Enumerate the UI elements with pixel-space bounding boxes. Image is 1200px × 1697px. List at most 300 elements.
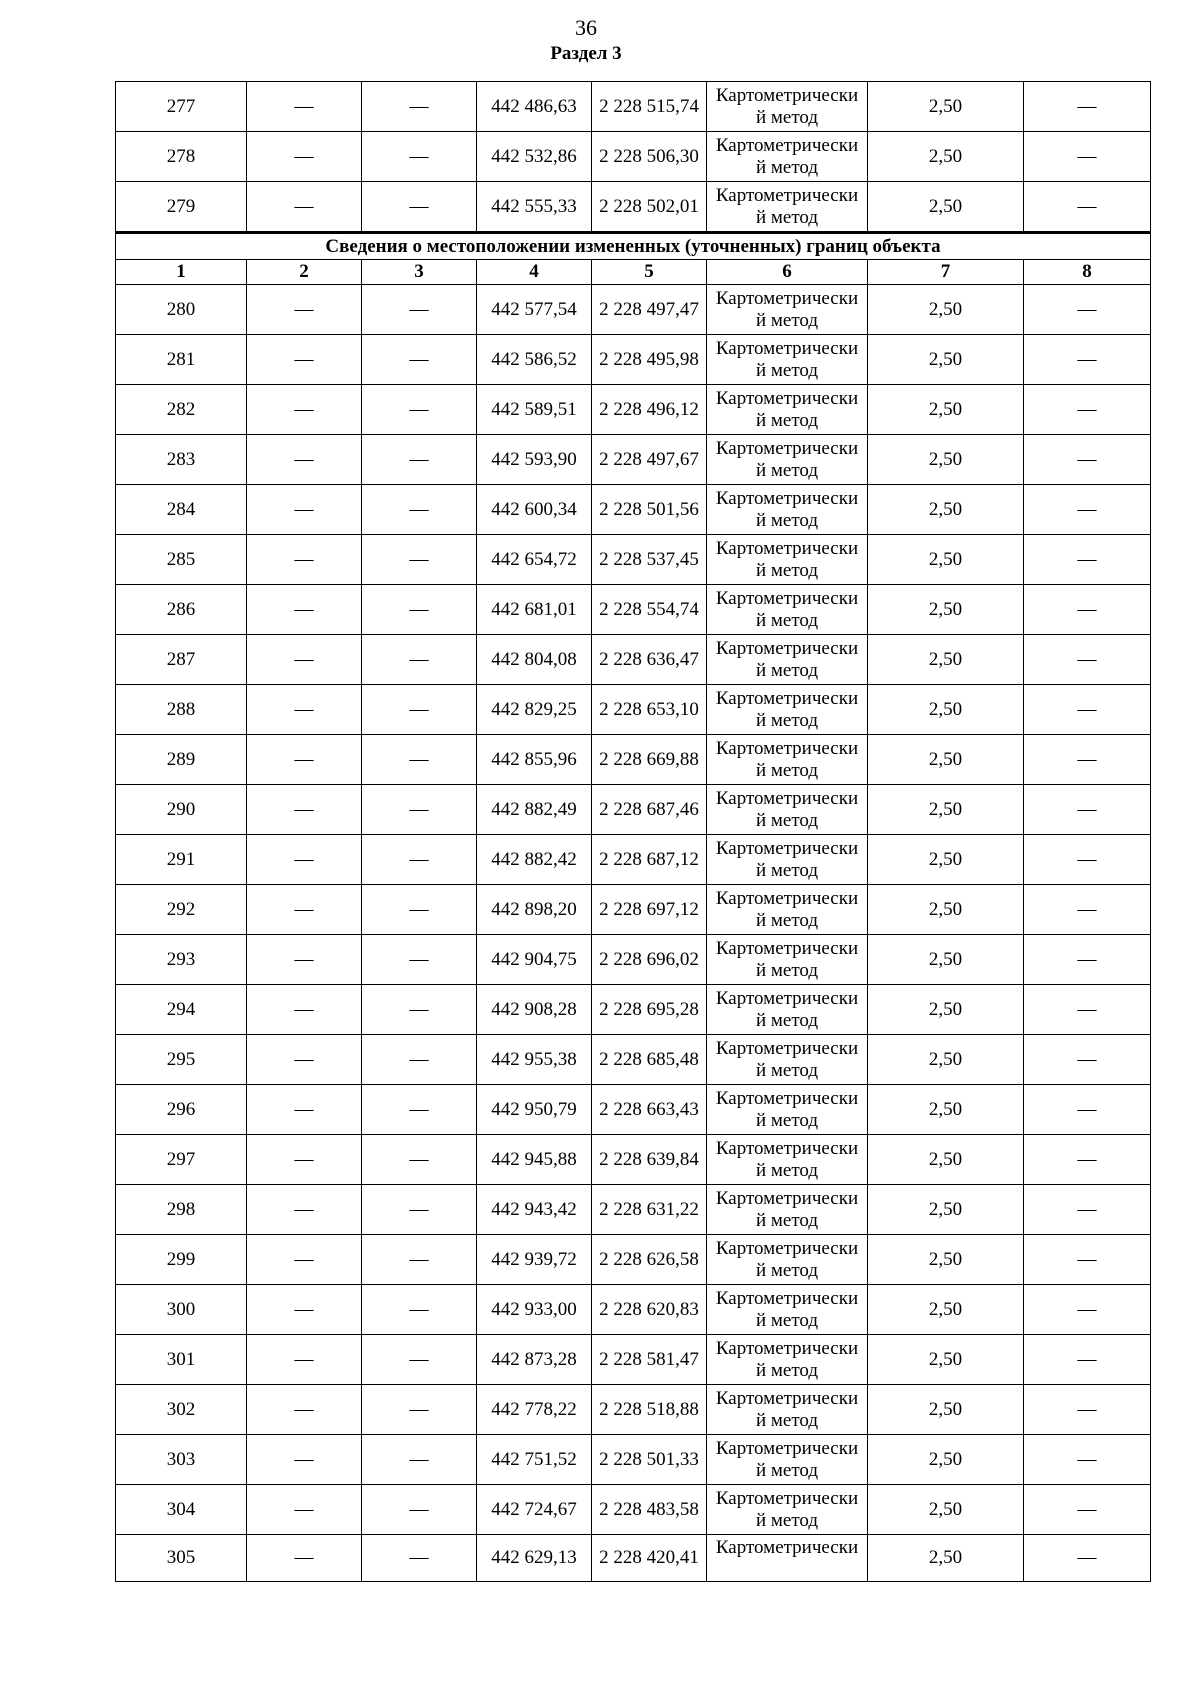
coord-x: 442 855,96: [477, 735, 592, 785]
point-number: 304: [116, 1485, 247, 1535]
coord-x: 442 778,22: [477, 1385, 592, 1435]
empty-dash: —: [247, 535, 362, 585]
method-line: й метод: [755, 709, 819, 731]
empty-dash: —: [247, 935, 362, 985]
accuracy: 2,50: [868, 485, 1024, 535]
table-row: [116, 1535, 1151, 1582]
method-line: й метод: [755, 909, 819, 931]
empty-dash: —: [1024, 635, 1151, 685]
point-number: 278: [116, 132, 247, 182]
method-line: й метод: [755, 1109, 819, 1131]
coord-y: 2 228 581,47: [592, 1335, 707, 1385]
empty-dash: —: [1024, 785, 1151, 835]
empty-dash: —: [247, 1235, 362, 1285]
coord-y: 2 228 669,88: [592, 735, 707, 785]
method-line: Картометрически: [715, 1187, 859, 1209]
coord-x: 442 939,72: [477, 1235, 592, 1285]
empty-dash: —: [247, 1535, 362, 1582]
accuracy: 2,50: [868, 1085, 1024, 1135]
table-row: [116, 1035, 1151, 1085]
empty-dash: —: [1024, 1435, 1151, 1485]
coord-y: 2 228 697,12: [592, 885, 707, 935]
column-number: 8: [1024, 260, 1151, 285]
method-line: Картометрически: [715, 1337, 859, 1359]
method: [707, 132, 868, 182]
empty-dash: —: [362, 182, 477, 233]
empty-dash: —: [1024, 182, 1151, 233]
coord-y: 2 228 496,12: [592, 385, 707, 435]
method-line: й метод: [755, 559, 819, 581]
method-line: Картометрически: [715, 287, 859, 309]
table-last-block: [116, 1535, 1151, 1582]
empty-dash: —: [1024, 385, 1151, 435]
method-line: й метод: [755, 206, 819, 228]
table-row: [116, 535, 1151, 585]
coord-y: 2 228 518,88: [592, 1385, 707, 1435]
coord-x: 442 751,52: [477, 1435, 592, 1485]
accuracy: 2,50: [868, 132, 1024, 182]
table-row: [116, 435, 1151, 485]
empty-dash: —: [247, 132, 362, 182]
table-row: [116, 1135, 1151, 1185]
empty-dash: —: [362, 1535, 477, 1582]
coord-y: 2 228 620,83: [592, 1285, 707, 1335]
method-line: Картометрически: [715, 1037, 859, 1059]
method: [707, 1385, 868, 1435]
table-body-after: [116, 285, 1151, 1535]
coord-y: 2 228 554,74: [592, 585, 707, 635]
empty-dash: —: [1024, 685, 1151, 735]
method-line: й метод: [755, 459, 819, 481]
empty-dash: —: [362, 82, 477, 132]
coord-x: 442 654,72: [477, 535, 592, 585]
empty-dash: —: [247, 1335, 362, 1385]
table-row: [116, 585, 1151, 635]
method-line: й метод: [755, 1059, 819, 1081]
empty-dash: —: [1024, 485, 1151, 535]
coord-y: 2 228 495,98: [592, 335, 707, 385]
empty-dash: —: [247, 1285, 362, 1335]
empty-dash: —: [247, 182, 362, 233]
empty-dash: —: [1024, 285, 1151, 335]
method-line: й метод: [755, 1459, 819, 1481]
table-row: [116, 985, 1151, 1035]
coord-x: 442 829,25: [477, 685, 592, 735]
method-line: Картометрически: [715, 1387, 859, 1409]
empty-dash: —: [247, 635, 362, 685]
method-line: й метод: [755, 659, 819, 681]
empty-dash: —: [362, 935, 477, 985]
table-row: [116, 285, 1151, 335]
empty-dash: —: [1024, 885, 1151, 935]
coord-y: 2 228 501,33: [592, 1435, 707, 1485]
table-row: [116, 1335, 1151, 1385]
coord-y: 2 228 537,45: [592, 535, 707, 585]
empty-dash: —: [1024, 82, 1151, 132]
coord-x: 442 577,54: [477, 285, 592, 335]
method-line: Картометрически: [715, 587, 859, 609]
coord-x: 442 933,00: [477, 1285, 592, 1335]
accuracy: 2,50: [868, 285, 1024, 335]
method: [707, 935, 868, 985]
method: [707, 885, 868, 935]
point-number: 290: [116, 785, 247, 835]
point-number: 281: [116, 335, 247, 385]
method-line: й метод: [755, 1359, 819, 1381]
empty-dash: —: [247, 735, 362, 785]
accuracy: 2,50: [868, 685, 1024, 735]
table-row: [116, 785, 1151, 835]
empty-dash: —: [247, 585, 362, 635]
heading-row: [116, 233, 1151, 260]
method: [707, 735, 868, 785]
method: [707, 182, 868, 233]
method-line: й метод: [755, 959, 819, 981]
coord-x: 442 589,51: [477, 385, 592, 435]
empty-dash: —: [1024, 1185, 1151, 1235]
table-body-before: [116, 82, 1151, 233]
method-line: й метод: [755, 809, 819, 831]
empty-dash: —: [1024, 535, 1151, 585]
method: [707, 385, 868, 435]
coord-x: 442 681,01: [477, 585, 592, 635]
point-number: 287: [116, 635, 247, 685]
coord-x: 442 882,49: [477, 785, 592, 835]
empty-dash: —: [1024, 1335, 1151, 1385]
method: [707, 535, 868, 585]
method-line: Картометрически: [715, 837, 859, 859]
accuracy: 2,50: [868, 835, 1024, 885]
point-number: 295: [116, 1035, 247, 1085]
column-number: 5: [592, 260, 707, 285]
empty-dash: —: [362, 385, 477, 435]
method-line: й метод: [755, 1409, 819, 1431]
page-number: 36: [575, 15, 597, 40]
coord-y: 2 228 497,47: [592, 285, 707, 335]
method-line: й метод: [755, 1309, 819, 1331]
empty-dash: —: [1024, 335, 1151, 385]
method-line: й метод: [755, 1209, 819, 1231]
table-row: [116, 735, 1151, 785]
empty-dash: —: [362, 635, 477, 685]
point-number: 302: [116, 1385, 247, 1435]
point-number: 294: [116, 985, 247, 1035]
method: [707, 585, 868, 635]
coord-y: 2 228 506,30: [592, 132, 707, 182]
method-line: Картометрически: [715, 1437, 859, 1459]
empty-dash: —: [362, 285, 477, 335]
point-number: 283: [116, 435, 247, 485]
coord-y: 2 228 636,47: [592, 635, 707, 685]
table-row: [116, 635, 1151, 685]
coord-y: 2 228 687,46: [592, 785, 707, 835]
point-number: 296: [116, 1085, 247, 1135]
empty-dash: —: [247, 1435, 362, 1485]
empty-dash: —: [247, 685, 362, 735]
coord-y: 2 228 687,12: [592, 835, 707, 885]
empty-dash: —: [362, 1335, 477, 1385]
method-line: Картометрически: [715, 1137, 859, 1159]
accuracy: 2,50: [868, 635, 1024, 685]
accuracy: 2,50: [868, 1385, 1024, 1435]
method: [707, 1485, 868, 1535]
empty-dash: —: [247, 1135, 362, 1185]
table-heading: Сведения о местоположении измененных (уточненных) границ объекта: [116, 233, 1151, 260]
table-row: [116, 1385, 1151, 1435]
accuracy: 2,50: [868, 885, 1024, 935]
method-line: й метод: [755, 359, 819, 381]
column-numbers-row: [116, 260, 1151, 285]
empty-dash: —: [362, 585, 477, 635]
empty-dash: —: [1024, 585, 1151, 635]
method-line: Картометрически: [715, 1537, 859, 1558]
table-row: [116, 132, 1151, 182]
method-line: й метод: [755, 1509, 819, 1531]
point-number: 301: [116, 1335, 247, 1385]
coord-y: 2 228 631,22: [592, 1185, 707, 1235]
empty-dash: —: [362, 685, 477, 735]
accuracy: 2,50: [868, 435, 1024, 485]
coord-x: 442 532,86: [477, 132, 592, 182]
method-line: й метод: [755, 309, 819, 331]
method-line: Картометрически: [715, 184, 859, 206]
coord-x: 442 908,28: [477, 985, 592, 1035]
column-number: 6: [707, 260, 868, 285]
empty-dash: —: [247, 885, 362, 935]
point-number: 292: [116, 885, 247, 935]
accuracy: 2,50: [868, 585, 1024, 635]
method: [707, 1085, 868, 1135]
table-row: [116, 935, 1151, 985]
coord-x: 442 873,28: [477, 1335, 592, 1385]
table-row: [116, 485, 1151, 535]
accuracy: 2,50: [868, 82, 1024, 132]
method: [707, 1235, 868, 1285]
method-line: й метод: [755, 1259, 819, 1281]
table-row: [116, 1085, 1151, 1135]
empty-dash: —: [247, 285, 362, 335]
empty-dash: —: [247, 1385, 362, 1435]
table-row: [116, 82, 1151, 132]
coord-x: 442 555,33: [477, 182, 592, 233]
coord-x: 442 955,38: [477, 1035, 592, 1085]
method: [707, 1535, 868, 1582]
empty-dash: —: [247, 835, 362, 885]
method-line: й метод: [755, 859, 819, 881]
accuracy: 2,50: [868, 1185, 1024, 1235]
empty-dash: —: [1024, 835, 1151, 885]
coord-y: 2 228 501,56: [592, 485, 707, 535]
empty-dash: —: [362, 1285, 477, 1335]
point-number: 298: [116, 1185, 247, 1235]
method-line: й метод: [755, 409, 819, 431]
point-number: 299: [116, 1235, 247, 1285]
coord-y: 2 228 497,67: [592, 435, 707, 485]
empty-dash: —: [362, 435, 477, 485]
method-line: Картометрически: [715, 537, 859, 559]
point-number: 291: [116, 835, 247, 885]
coord-x: 442 486,63: [477, 82, 592, 132]
empty-dash: —: [1024, 1485, 1151, 1535]
table-row: [116, 1435, 1151, 1485]
method: [707, 285, 868, 335]
accuracy: 2,50: [868, 1335, 1024, 1385]
method: [707, 835, 868, 885]
accuracy: 2,50: [868, 785, 1024, 835]
point-number: 284: [116, 485, 247, 535]
method: [707, 82, 868, 132]
empty-dash: —: [362, 885, 477, 935]
method-line: Картометрически: [715, 437, 859, 459]
empty-dash: —: [247, 985, 362, 1035]
method-line: Картометрически: [715, 487, 859, 509]
coord-y: 2 228 626,58: [592, 1235, 707, 1285]
column-number: 7: [868, 260, 1024, 285]
point-number: 285: [116, 535, 247, 585]
column-number: 4: [477, 260, 592, 285]
coord-y: 2 228 502,01: [592, 182, 707, 233]
coord-x: 442 943,42: [477, 1185, 592, 1235]
empty-dash: —: [362, 335, 477, 385]
method-line: Картометрически: [715, 737, 859, 759]
table-row: [116, 182, 1151, 233]
method: [707, 485, 868, 535]
method: [707, 1335, 868, 1385]
empty-dash: —: [1024, 1135, 1151, 1185]
point-number: 288: [116, 685, 247, 735]
section-title: Раздел 3: [550, 43, 622, 64]
empty-dash: —: [362, 1235, 477, 1285]
coord-x: 442 629,13: [477, 1535, 592, 1582]
coord-x: 442 950,79: [477, 1085, 592, 1135]
empty-dash: —: [362, 1485, 477, 1535]
method-line: Картометрически: [715, 134, 859, 156]
point-number: 297: [116, 1135, 247, 1185]
table-row: [116, 885, 1151, 935]
accuracy: 2,50: [868, 385, 1024, 435]
empty-dash: —: [362, 485, 477, 535]
coord-y: 2 228 639,84: [592, 1135, 707, 1185]
point-number: 286: [116, 585, 247, 635]
method: [707, 1435, 868, 1485]
method: [707, 1135, 868, 1185]
method-line: Картометрически: [715, 787, 859, 809]
table-row: [116, 1485, 1151, 1535]
accuracy: 2,50: [868, 1235, 1024, 1285]
method-line: Картометрически: [715, 687, 859, 709]
empty-dash: —: [1024, 985, 1151, 1035]
method-line: й метод: [755, 1159, 819, 1181]
method-line: Картометрически: [715, 987, 859, 1009]
coord-y: 2 228 420,41: [592, 1535, 707, 1582]
table-row: [116, 1285, 1151, 1335]
empty-dash: —: [1024, 1235, 1151, 1285]
empty-dash: —: [247, 335, 362, 385]
method: [707, 685, 868, 735]
empty-dash: —: [247, 485, 362, 535]
coord-x: 442 600,34: [477, 485, 592, 535]
empty-dash: —: [362, 985, 477, 1035]
accuracy: 2,50: [868, 1285, 1024, 1335]
column-number: 3: [362, 260, 477, 285]
table-row: [116, 685, 1151, 735]
method-line: Картометрически: [715, 1087, 859, 1109]
method: [707, 335, 868, 385]
table-row: [116, 1185, 1151, 1235]
empty-dash: —: [247, 82, 362, 132]
coord-y: 2 228 695,28: [592, 985, 707, 1035]
method-line: Картометрически: [715, 887, 859, 909]
empty-dash: —: [247, 785, 362, 835]
point-number: 280: [116, 285, 247, 335]
table-heading-block: [116, 233, 1151, 285]
accuracy: 2,50: [868, 1535, 1024, 1582]
accuracy: 2,50: [868, 1485, 1024, 1535]
empty-dash: —: [362, 835, 477, 885]
column-number: 1: [116, 260, 247, 285]
empty-dash: —: [247, 385, 362, 435]
coordinates-table: [115, 81, 1151, 1582]
point-number: 293: [116, 935, 247, 985]
empty-dash: —: [362, 1185, 477, 1235]
empty-dash: —: [1024, 132, 1151, 182]
coord-y: 2 228 685,48: [592, 1035, 707, 1085]
point-number: 279: [116, 182, 247, 233]
method-line: Картометрически: [715, 1237, 859, 1259]
coord-x: 442 586,52: [477, 335, 592, 385]
method: [707, 435, 868, 485]
coord-x: 442 593,90: [477, 435, 592, 485]
method: [707, 785, 868, 835]
point-number: 300: [116, 1285, 247, 1335]
method-line: й метод: [755, 759, 819, 781]
empty-dash: —: [1024, 935, 1151, 985]
method-line: Картометрически: [715, 637, 859, 659]
accuracy: 2,50: [868, 1435, 1024, 1485]
method: [707, 1185, 868, 1235]
empty-dash: —: [247, 1185, 362, 1235]
empty-dash: —: [1024, 1035, 1151, 1085]
method-line: Картометрически: [715, 1287, 859, 1309]
coord-y: 2 228 653,10: [592, 685, 707, 735]
accuracy: 2,50: [868, 985, 1024, 1035]
empty-dash: —: [247, 435, 362, 485]
method-line: й метод: [755, 509, 819, 531]
point-number: 289: [116, 735, 247, 785]
method-line: Картометрически: [715, 937, 859, 959]
coord-y: 2 228 483,58: [592, 1485, 707, 1535]
point-number: 305: [116, 1535, 247, 1582]
method-line: Картометрически: [715, 337, 859, 359]
point-number: 303: [116, 1435, 247, 1485]
method: [707, 1285, 868, 1335]
coord-x: 442 898,20: [477, 885, 592, 935]
empty-dash: —: [362, 1385, 477, 1435]
table-row: [116, 385, 1151, 435]
empty-dash: —: [362, 1135, 477, 1185]
empty-dash: —: [362, 735, 477, 785]
coord-x: 442 904,75: [477, 935, 592, 985]
point-number: 282: [116, 385, 247, 435]
accuracy: 2,50: [868, 935, 1024, 985]
accuracy: 2,50: [868, 1135, 1024, 1185]
method: [707, 985, 868, 1035]
method: [707, 635, 868, 685]
coord-x: 442 804,08: [477, 635, 592, 685]
accuracy: 2,50: [868, 735, 1024, 785]
accuracy: 2,50: [868, 1035, 1024, 1085]
method-line: й метод: [755, 106, 819, 128]
